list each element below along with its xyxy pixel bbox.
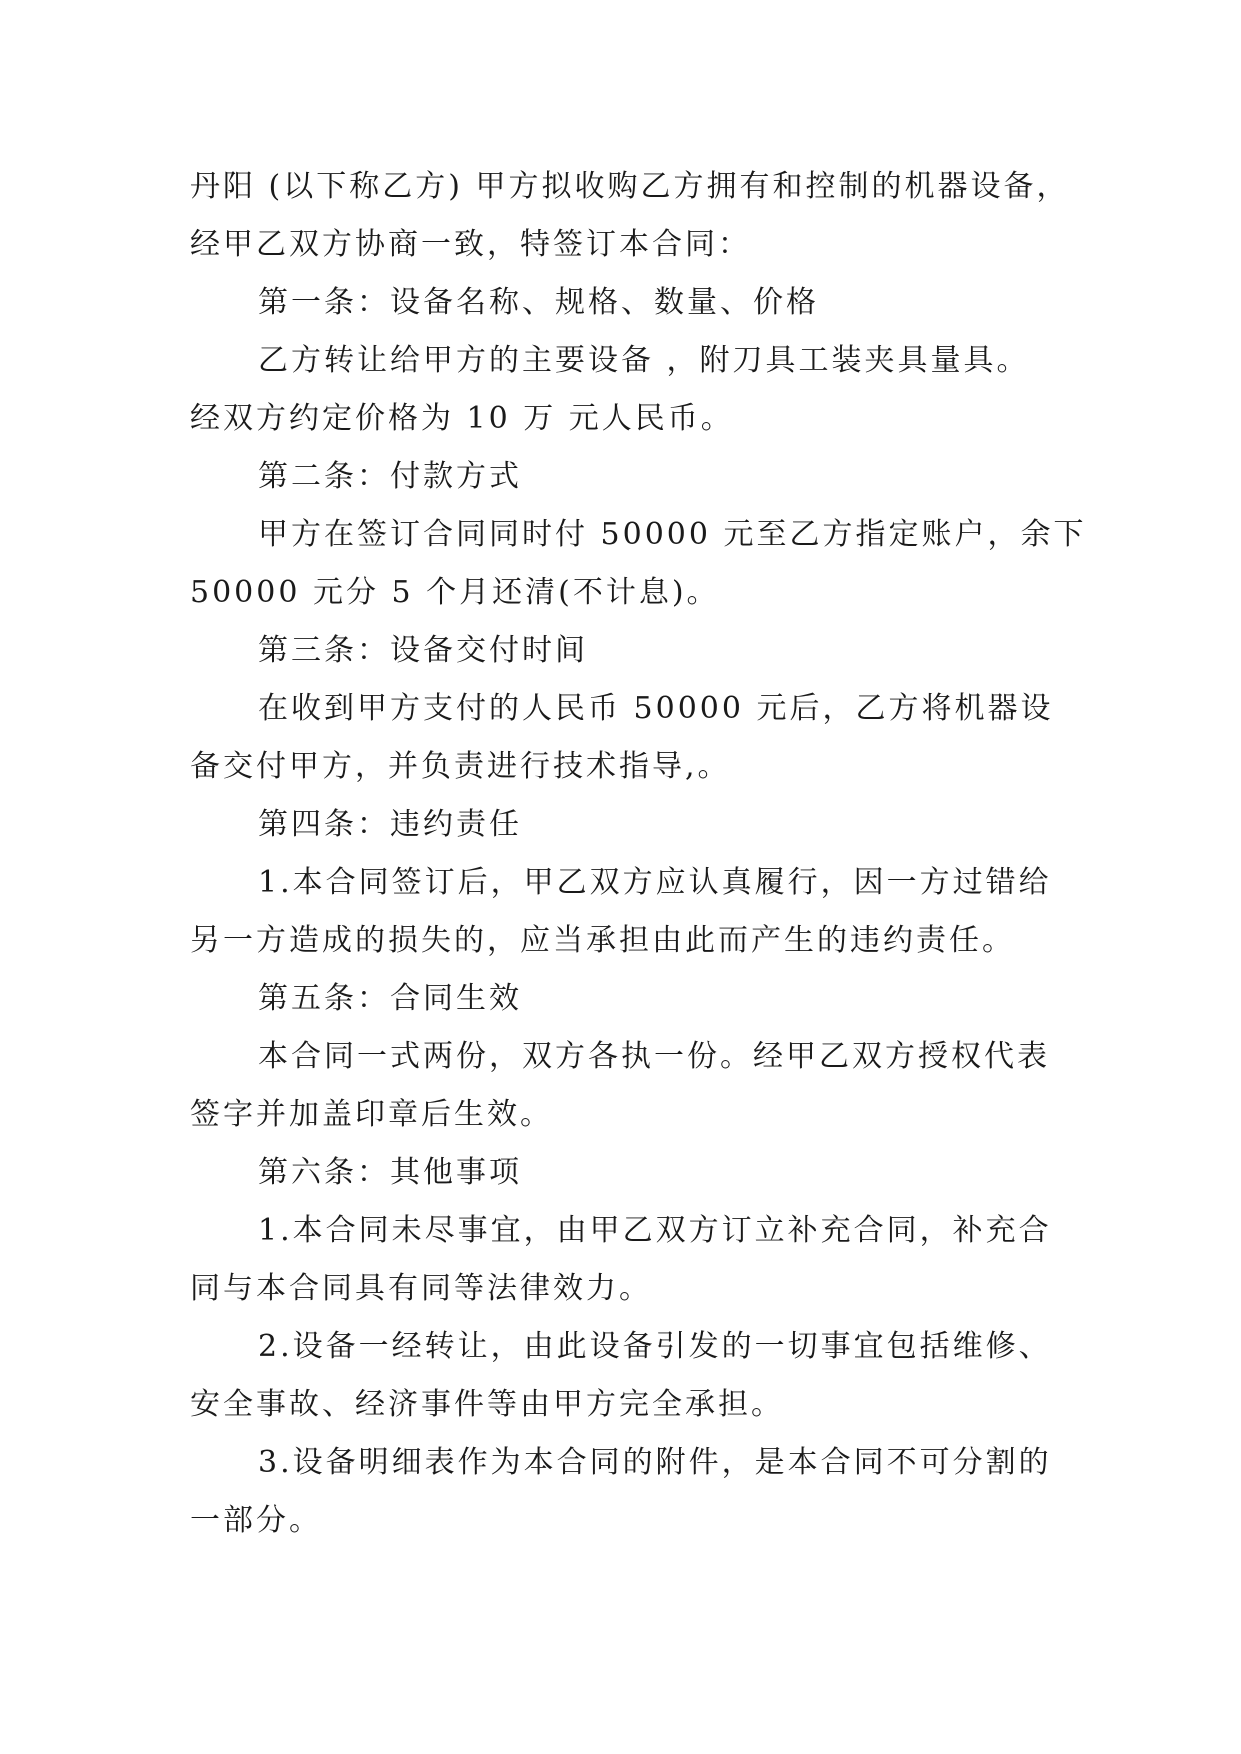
text-line: 甲方在签订合同同时付 50000 元至乙方指定账户，余下 <box>258 517 1087 552</box>
article-heading: 第四条：违约责任 <box>258 807 522 842</box>
text-line: 3.设备明细表作为本合同的附件，是本合同不可分割的 <box>258 1445 1052 1480</box>
text-line: 经双方约定价格为 10 万 元人民币。 <box>190 401 734 436</box>
text-line: 2.设备一经转让，由此设备引发的一切事宜包括维修、 <box>258 1329 1052 1364</box>
text-line: 50000 元分 5 个月还清(不计息)。 <box>190 575 720 610</box>
text-line: 安全事故、经济事件等由甲方完全承担。 <box>190 1387 784 1422</box>
text-line: 另一方造成的损失的，应当承担由此而产生的违约责任。 <box>190 923 1015 958</box>
text-line: 在收到甲方支付的人民币 50000 元后，乙方将机器设 <box>258 691 1054 726</box>
text-line: 1.本合同签订后，甲乙双方应认真履行，因一方过错给 <box>258 865 1052 900</box>
article-heading: 第一条：设备名称、规格、数量、价格 <box>258 285 819 320</box>
text-line: 丹阳 (以下称乙方) 甲方拟收购乙方拥有和控制的机器设备， <box>190 169 1070 204</box>
contract-body <box>190 158 1087 1550</box>
article-heading: 第三条：设备交付时间 <box>258 633 588 668</box>
article-heading: 第五条：合同生效 <box>258 981 522 1016</box>
text-line: 本合同一式两份，双方各执一份。经甲乙双方授权代表 <box>258 1039 1050 1074</box>
text-line: 经甲乙双方协商一致，特签订本合同： <box>190 227 751 262</box>
text-line: 签字并加盖印章后生效。 <box>190 1097 553 1132</box>
text-line: 乙方转让给甲方的主要设备 ，附刀具工装夹具量具。 <box>258 343 1030 378</box>
article-heading: 第二条：付款方式 <box>258 459 522 494</box>
text-line: 备交付甲方，并负责进行技术指导,。 <box>190 749 731 784</box>
text-line: 同与本合同具有同等法律效力。 <box>190 1271 652 1306</box>
text-line: 一部分。 <box>190 1503 322 1538</box>
article-heading: 第六条：其他事项 <box>258 1155 522 1190</box>
text-line: 1.本合同未尽事宜，由甲乙双方订立补充合同，补充合 <box>258 1213 1052 1248</box>
